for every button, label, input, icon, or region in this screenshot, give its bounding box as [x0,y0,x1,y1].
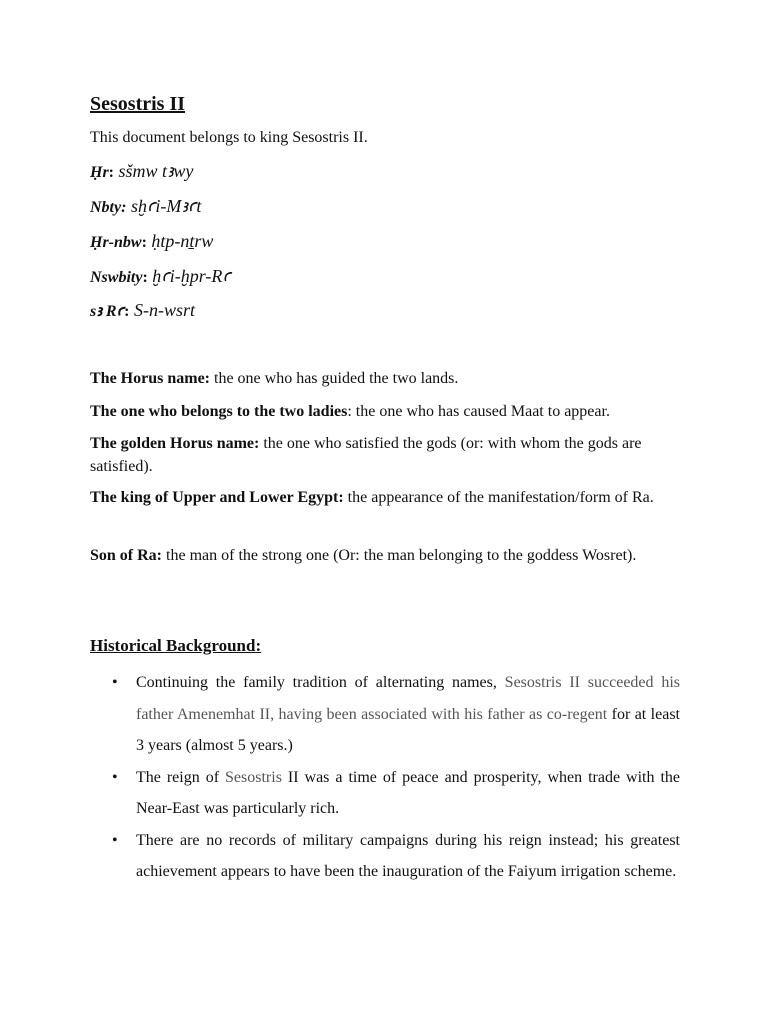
name-label: Son of Ra: [90,547,163,564]
list-item-text: The reign of [136,768,226,786]
section-heading: Historical Background: [90,636,262,655]
list-item-text: II was a time of peace and prosperity, when trade with the Near-East was particularly rich. [136,768,681,817]
name-horus [90,367,690,390]
bullet-icon: • [112,768,118,786]
list-item-text: There are no records of military campaigns during his reign instead; his greatest achievement appears to have been the inauguration of the Faiyum irrigation scheme. [136,831,680,880]
list-item [90,825,680,888]
name-label: The one who belongs to the two ladies [90,403,348,420]
titulary-label: Nswbity [90,269,143,286]
titulary-value: sšmw tꜣwy [114,161,194,181]
intro-line: This document belongs to king Sesostris II. [90,129,368,146]
titulary-label: Ḥr-nbw [90,234,142,251]
name-text: : the one who has caused Maat to appear. [347,403,610,420]
list-item [90,667,680,762]
titulary-sep: : [124,303,130,320]
titulary-horus [90,161,193,182]
name-king [90,486,690,509]
titulary-label: Nbty: [90,199,127,216]
list-item-text: Sesostris II succeeded his father Amenemhat II, having been associated with his father as co-regent [136,674,680,723]
list-item-text: Continuing the family tradition of alternating names, [136,674,505,691]
bullet-icon: • [112,831,118,849]
name-golden-horus [90,432,690,478]
titulary-sep: : [141,234,147,251]
titulary-nebty [90,196,201,217]
titulary-value: ḥtp-nṯrw [146,231,214,251]
name-son-of-ra [90,544,690,567]
titulary-label: sꜣ Rꜥ [90,303,125,320]
titulary-value: sḫꜥi-Mꜣꜥt [126,196,202,216]
name-text: the appearance of the manifestation/form of Ra. [343,489,654,506]
list-item-text: for at least 3 years (almost 5 years.) [136,705,680,754]
titulary-sep: : [142,269,148,286]
titulary-golden-horus [90,231,213,252]
bullet-icon: • [112,674,118,691]
name-text: the man of the strong one (Or: the man belonging to the goddess Wosret). [162,547,637,564]
titulary-label: Ḥr [90,164,109,181]
history-list [90,667,680,888]
name-label: The Horus name: [90,370,210,387]
name-text: the one who satisfied the gods (or: with whom the gods are satisfied). [90,435,642,475]
list-item [90,762,680,825]
name-two-ladies [90,400,690,423]
titulary-son-of-ra [90,300,195,321]
titulary-nswbity [90,266,231,287]
name-label: The king of Upper and Lower Egypt: [90,489,344,506]
name-text: the one who has guided the two lands. [210,370,459,387]
name-label: The golden Horus name: [90,435,260,452]
document-title: Sesostris II [90,93,186,115]
titulary-sep: : [108,164,114,181]
titulary-value: S-n-wsrt [129,300,195,320]
titulary-value: ḫꜥi-ḫpr-Rꜥ [147,266,231,286]
list-item-text: Sesostris [225,768,282,786]
